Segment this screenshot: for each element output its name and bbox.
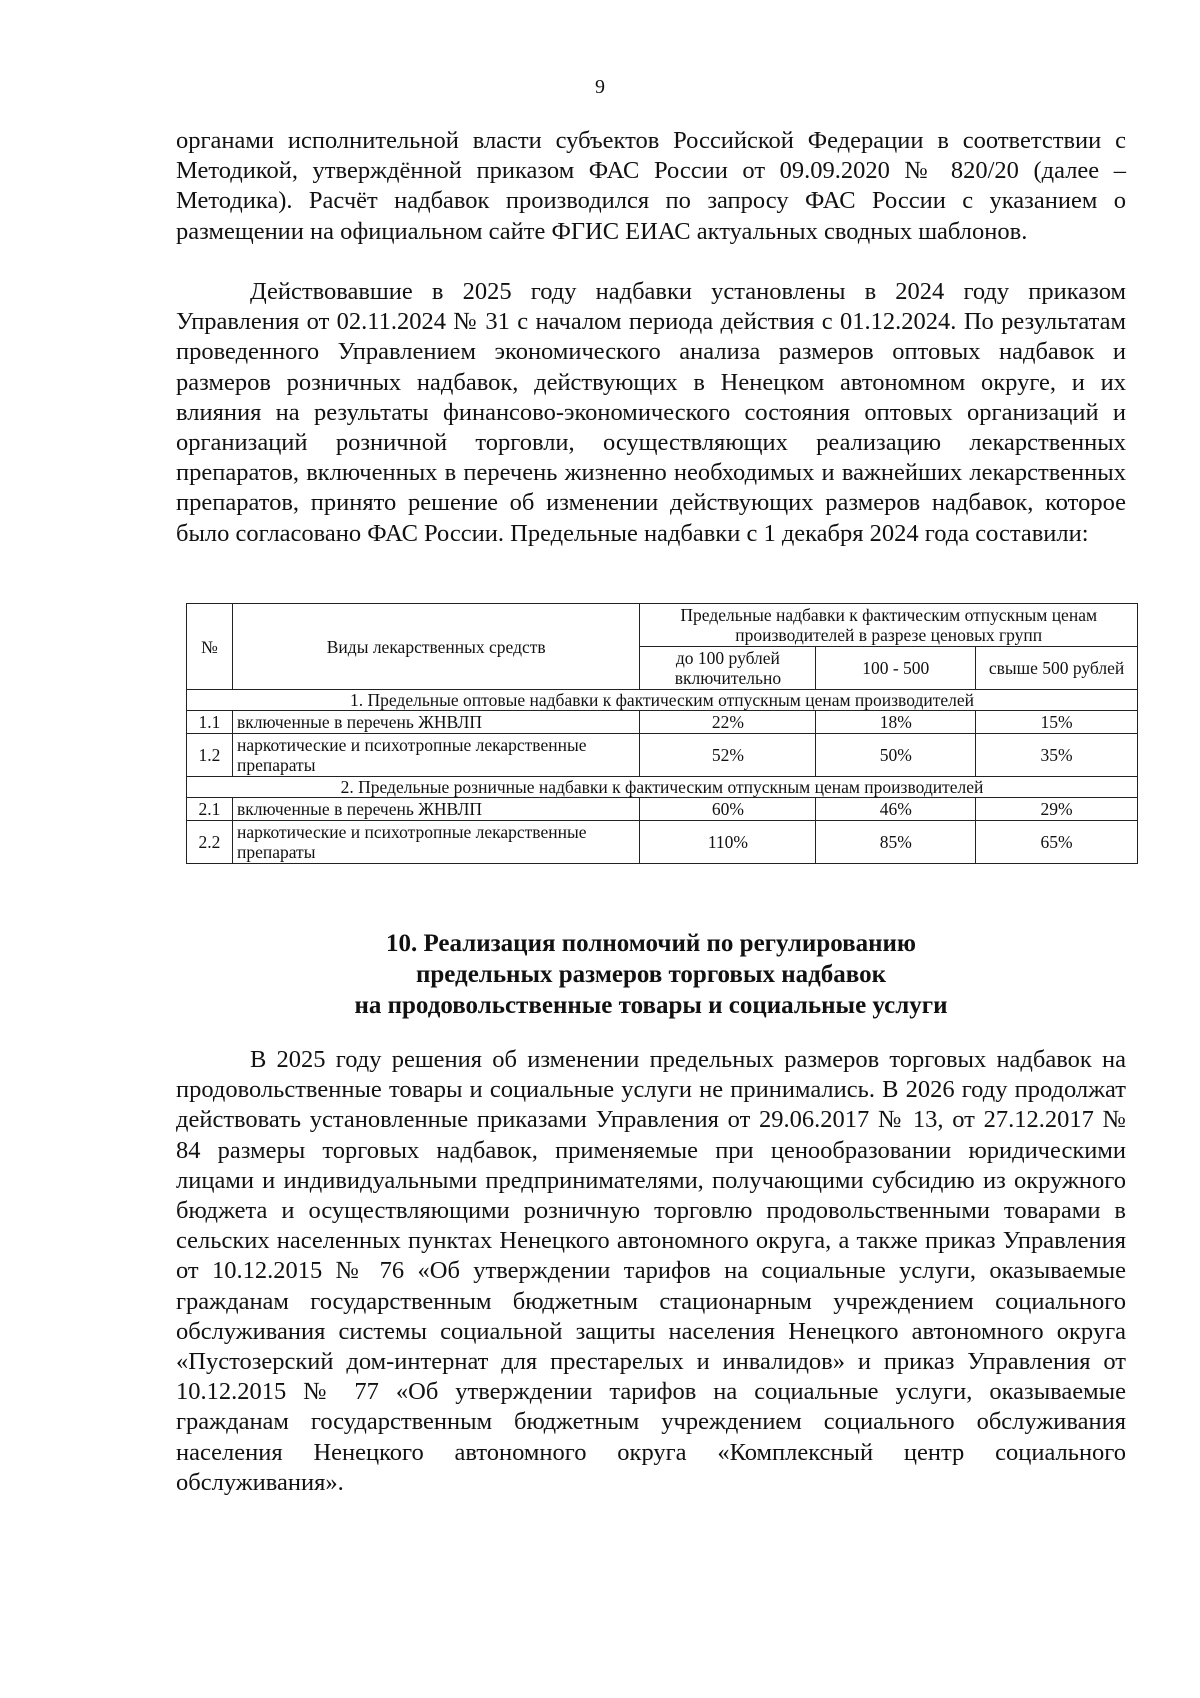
table-row	[187, 734, 1138, 777]
row-value-1: 60%	[640, 798, 816, 821]
table-header-row	[187, 604, 1138, 647]
row-number: 1.1	[187, 711, 233, 734]
row-value-3: 35%	[976, 734, 1138, 777]
row-value-2: 50%	[816, 734, 976, 777]
row-number: 2.1	[187, 798, 233, 821]
row-kind: наркотические и психотропные лекарственные препараты	[232, 821, 640, 864]
markup-table	[186, 603, 1138, 864]
row-value-3: 15%	[976, 711, 1138, 734]
row-value-3: 65%	[976, 821, 1138, 864]
paragraph-food-social-markups: В 2025 году решения об изменении предельных размеров торговых надбавок на продовольственные товары и социальные услуги не принимались. В 2026 году продолжат действовать установленные приказами Управления от 29.06.2017 № 13, от 27.12.2017 № 84 размеры торговых надбавок, применяемые при ценообразовании юридическими лицами и индивидуальными предпринимателями, получающими субсидию из окружного бюджета и осуществляющими розничную торговлю продовольственными товарами в сельских населенных пунктах Ненецкого автономного округа, а также приказ Управления от 10.12.2015 № 76 «Об утверждении тарифов на социальные услуги, оказываемые гражданам государственным бюджетным стационарным учреждением социального обслуживания системы социальной защиты населения Ненецкого автономного округа «Пустозерский дом-интернат для престарелых и инвалидов» и приказ Управления от 10.12.2015 № 77 «Об утверждении тарифов на социальные услуги, оказываемые гражданам государственным бюджетным учреждением социального обслуживания населения Ненецкого автономного округа «Комплексный центр социального обслуживания».	[176, 1046, 1126, 1496]
header-number: №	[187, 604, 233, 690]
heading-line-3: на продовольственные товары и социальные услуги	[354, 992, 948, 1019]
heading-line-1: 10. Реализация полномочий по регулированию	[385, 930, 917, 957]
paragraph-intro-block	[176, 126, 1126, 247]
row-number: 1.2	[187, 734, 233, 777]
section-retail: 2. Предельные розничные надбавки к фактическим отпускным ценам производителей	[187, 777, 1138, 798]
table-section-row	[187, 690, 1138, 711]
section-wholesale: 1. Предельные оптовые надбавки к фактическим отпускным ценам производителей	[187, 690, 1138, 711]
header-over-500: свыше 500 рублей	[976, 647, 1138, 690]
table-section-row	[187, 777, 1138, 798]
paragraph-current-markups: Действовавшие в 2025 году надбавки установлены в 2024 году приказом Управления от 02.11.2024 № 31 с началом периода действия с 01.12.2024. По результатам проведенного Управлением экономического анализа размеров оптовых надбавок и размеров розничных надбавок, действующих в Ненецком автономном округе, и их влияния на результаты финансово-экономического состояния оптовых организаций и организаций розничной торговли, осуществляющих реализацию лекарственных препаратов, включенных в перечень жизненно необходимых и важнейших лекарственных препаратов, принято решение об изменении действующих размеров надбавок, которое было согласовано ФАС России. Предельные надбавки с 1 декабря 2024 года составили:	[176, 278, 1126, 547]
row-value-1: 110%	[640, 821, 816, 864]
paragraph-decision-block	[176, 277, 1126, 549]
table-row	[187, 711, 1138, 734]
row-kind: включенные в перечень ЖНВЛП	[232, 798, 640, 821]
paragraph-methodology: органами исполнительной власти субъектов Российской Федерации в соответствии с Методикой, утверждённой приказом ФАС России от 09.09.2020 № 820/20 (далее – Методика). Расчёт надбавок производился по запросу ФАС России с указанием о размещении на официальном сайте ФГИС ЕИАС актуальных сводных шаблонов.	[176, 127, 1126, 245]
header-medicine-kind: Виды лекарственных средств	[232, 604, 640, 690]
heading-line-2: предельных размеров торговых надбавок	[415, 961, 886, 988]
row-value-1: 52%	[640, 734, 816, 777]
row-number: 2.2	[187, 821, 233, 864]
row-value-2: 46%	[816, 798, 976, 821]
header-100-500: 100 - 500	[816, 647, 976, 690]
row-kind: включенные в перечень ЖНВЛП	[232, 711, 640, 734]
table-row	[187, 798, 1138, 821]
paragraph-food-markups-block	[176, 1045, 1126, 1498]
row-value-2: 85%	[816, 821, 976, 864]
header-price-groups: Предельные надбавки к фактическим отпускным ценам производителей в разрезе ценовых групп	[640, 604, 1138, 647]
section-heading	[176, 928, 1126, 1021]
row-value-3: 29%	[976, 798, 1138, 821]
row-value-1: 22%	[640, 711, 816, 734]
row-value-2: 18%	[816, 711, 976, 734]
table-row	[187, 821, 1138, 864]
row-kind: наркотические и психотропные лекарственные препараты	[232, 734, 640, 777]
header-up-to-100: до 100 рублей включительно	[640, 647, 816, 690]
page-number: 9	[595, 76, 605, 98]
